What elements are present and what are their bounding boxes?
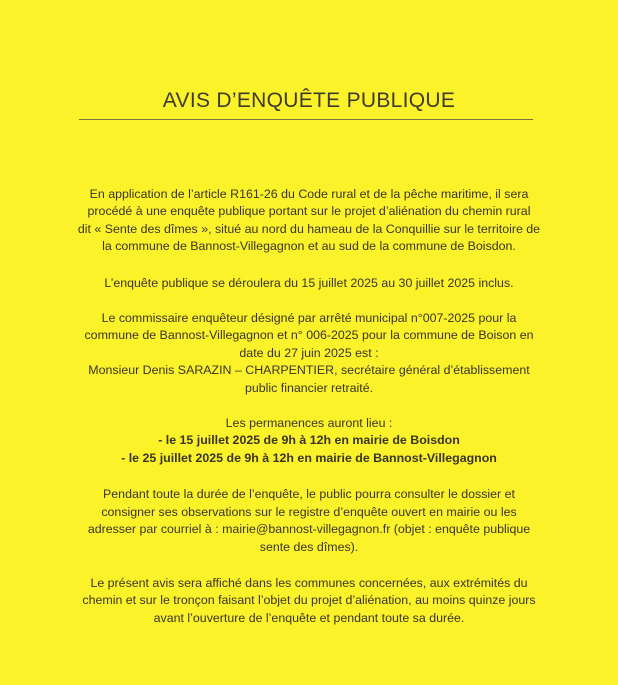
consultation-line: consigner ses observations sur le registre d’enquête ouvert en mairie ou les xyxy=(101,504,517,519)
intro-line: dit « Sente des dîmes », situé au nord du hameau de la Conquillie sur le territoire de xyxy=(77,221,541,236)
commissioner-line: date du 27 juin 2025 est : xyxy=(239,345,379,360)
permanences-paragraph xyxy=(60,415,558,467)
consultation-paragraph xyxy=(60,486,558,556)
permanences-intro: Les permanences auront lieu : xyxy=(225,416,393,431)
commissioner-paragraph xyxy=(60,310,558,397)
consultation-line: Pendant toute la durée de l’enquête, le public pourra consulter le dossier et xyxy=(103,487,515,502)
notice-body xyxy=(60,186,558,627)
dates-paragraph xyxy=(60,275,558,292)
commissioner-line: Le commissaire enquêteur désigné par arrêté municipal n°007-2025 pour la xyxy=(101,311,517,326)
commissioner-line: public financier retraité. xyxy=(244,380,374,395)
consultation-line: sente des dîmes). xyxy=(259,539,359,554)
intro-paragraph xyxy=(60,186,558,256)
consultation-line: adresser par courriel à : mairie@bannost-villegagnon.fr (objet : enquête publique xyxy=(87,522,531,537)
intro-line: En application de l’article R161-26 du Code rural et de la pêche maritime, il sera xyxy=(89,187,529,201)
notice-title: AVIS D’ENQUÊTE PUBLIQUE xyxy=(162,89,456,112)
permanence-item: - le 25 juillet 2025 de 9h à 12h en mairie de Bannost-Villegagnon xyxy=(121,450,497,465)
intro-line: procédé à une enquête publique portant sur le projet d’aliénation du chemin rural xyxy=(87,204,531,219)
dates-line: L’enquête publique se déroulera du 15 juillet 2025 au 30 juillet 2025 inclus. xyxy=(104,275,514,290)
posting-line: avant l’ouverture de l’enquête et pendant toute sa durée. xyxy=(153,610,465,625)
commissioner-line: commune de Bannost-Villegagnon et n° 006-2025 pour la commune de Boison en xyxy=(84,328,534,343)
commissioner-line: Monsieur Denis SARAZIN – CHARPENTIER, secrétaire général d’établissement xyxy=(88,363,530,378)
posting-line: chemin et sur le tronçon faisant l’objet du projet d’aliénation, au moins quinze jours xyxy=(82,593,536,608)
posting-line: Le présent avis sera affiché dans les communes concernées, aux extrémités du xyxy=(90,575,528,590)
intro-line: la commune de Bannost-Villegagnon et au sud de la commune de Boisdon. xyxy=(102,239,516,254)
posting-paragraph xyxy=(60,575,558,627)
title-divider xyxy=(79,119,533,120)
permanence-item: - le 15 juillet 2025 de 9h à 12h en mairie de Boisdon xyxy=(158,433,460,448)
